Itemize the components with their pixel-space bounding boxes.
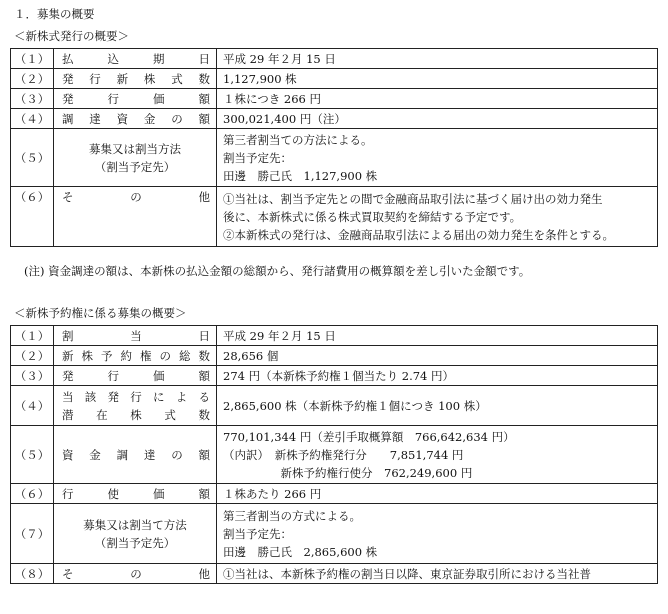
label-char: 株 <box>130 407 142 422</box>
label-char: 額 <box>198 368 210 383</box>
label-char: 発 <box>62 368 74 383</box>
table-row <box>11 484 658 504</box>
row-number: （５） <box>11 426 54 484</box>
row-number: （２） <box>11 346 54 366</box>
label-char: 価 <box>153 91 165 106</box>
table-row <box>11 109 658 129</box>
row-value: １株につき 266 円 <box>217 89 658 109</box>
value-line: 後に、本新株式に係る株式買取契約を締結する予定です。 <box>223 209 522 224</box>
row-label <box>54 49 217 69</box>
label-text <box>54 348 216 364</box>
label-char: 行 <box>89 71 101 86</box>
warrants-table <box>10 325 658 584</box>
label-char: の <box>130 566 142 581</box>
label-char: 式 <box>164 407 176 422</box>
label-char: 株 <box>143 71 156 86</box>
row-number: （６） <box>11 187 54 247</box>
label-char: 日 <box>198 51 210 66</box>
label-char: 行 <box>107 368 119 383</box>
label-char: 当 <box>62 389 74 404</box>
row-label <box>54 129 217 187</box>
label-char: 株 <box>81 348 93 363</box>
label-line: （割当予定先） <box>94 159 176 174</box>
row-label <box>54 504 217 564</box>
label-char: 他 <box>198 566 210 581</box>
label-char: 行 <box>130 389 142 404</box>
label-text <box>54 566 216 582</box>
label-char: 数 <box>198 348 210 363</box>
label-text <box>54 189 216 205</box>
table-row <box>11 426 658 484</box>
row-number: （４） <box>11 109 54 129</box>
row-value: １株あたり 266 円 <box>217 484 658 504</box>
value-line: （内訳） 新株予約権発行分 7,851,744 円 <box>223 447 464 462</box>
label-line <box>54 388 216 406</box>
shares-table <box>10 48 658 247</box>
shares-subtitle: ＜新株式発行の概要＞ <box>14 29 129 43</box>
row-value <box>217 129 658 187</box>
label-text <box>54 111 216 127</box>
label-char: 潜 <box>62 407 74 422</box>
row-number: （１） <box>11 326 54 346</box>
row-number: （３） <box>11 366 54 386</box>
value-line: ①当社は、割当予定先との間で金融商品取引法に基づく届け出の効力発生 <box>223 191 603 206</box>
row-value <box>217 504 658 564</box>
warrants-subtitle: ＜新株予約権に係る募集の概要＞ <box>14 306 187 320</box>
label-char: 資 <box>116 111 129 126</box>
table-row <box>11 129 658 187</box>
table-row <box>11 504 658 564</box>
row-label <box>54 386 217 426</box>
label-char: 行 <box>107 91 119 106</box>
row-label <box>54 326 217 346</box>
label-char: 調 <box>62 111 74 126</box>
label-char: 額 <box>198 91 210 106</box>
label-char: 額 <box>198 447 210 462</box>
label-char: 式 <box>171 71 183 86</box>
label-line: 募集又は割当方法 <box>89 141 181 156</box>
row-value: 1,127,900 株 <box>217 69 658 89</box>
label-char: 使 <box>107 486 119 501</box>
label-char: 数 <box>198 407 210 422</box>
table-row <box>11 366 658 386</box>
row-value <box>217 426 658 484</box>
label-char: 在 <box>96 407 108 422</box>
row-number: （５） <box>11 129 54 187</box>
label-text <box>54 328 216 344</box>
label-text <box>54 71 216 87</box>
row-label <box>54 484 217 504</box>
label-char: に <box>153 389 165 404</box>
value-line: 第三者割当ての方法による。 <box>223 132 373 147</box>
table-row <box>11 346 658 366</box>
label-char: そ <box>62 566 74 581</box>
label-line <box>54 406 216 424</box>
label-char: の <box>130 190 142 204</box>
label-char: 日 <box>198 328 210 343</box>
label-char: 他 <box>198 190 210 204</box>
row-label <box>54 89 217 109</box>
label-char: 予 <box>101 348 113 363</box>
label-char: そ <box>62 190 74 204</box>
row-value <box>217 187 658 247</box>
table-row <box>11 386 658 426</box>
label-text <box>54 447 216 463</box>
label-line: （割当予定先） <box>94 535 176 550</box>
label-text <box>54 486 216 502</box>
value-line: ②本新株式の発行は、金融商品取引法による届出の効力発生を条件とする。 <box>223 227 614 242</box>
row-number: （２） <box>11 69 54 89</box>
section-heading: １．募集の概要 <box>14 7 95 21</box>
table-row <box>11 89 658 109</box>
row-label <box>54 426 217 484</box>
label-char: 価 <box>153 486 165 501</box>
row-label <box>54 187 217 247</box>
label-char: よ <box>175 389 188 404</box>
label-char: 価 <box>153 368 165 383</box>
label-char: 数 <box>198 71 210 86</box>
label-char: の <box>171 111 183 126</box>
label-char: 行 <box>62 486 74 501</box>
row-value: 300,021,400 円（注） <box>217 109 658 129</box>
value-line: 田邊 勝己氏 1,127,900 株 <box>223 168 378 183</box>
label-char: 発 <box>62 91 74 106</box>
table-row <box>11 564 658 584</box>
table-row <box>11 187 658 247</box>
row-label <box>54 69 217 89</box>
label-text <box>54 51 216 67</box>
footnote: (注) 資金調達の額は、本新株の払込金額の総額から、発行諸費用の概算額を差し引いた金額です。 <box>24 264 531 278</box>
row-value: 平成 29 年２月 15 日 <box>217 326 658 346</box>
label-char: 該 <box>84 389 97 404</box>
label-char: 金 <box>143 111 156 126</box>
label-char: 発 <box>107 389 119 404</box>
row-number: （８） <box>11 564 54 584</box>
row-label <box>54 564 217 584</box>
value-line: 770,101,344 円（差引手取概算額 766,642,634 円） <box>223 429 515 444</box>
label-char: 調 <box>116 447 129 462</box>
label-char: 権 <box>140 348 152 363</box>
label-char: 込 <box>107 51 119 66</box>
row-label <box>54 366 217 386</box>
row-value: 平成 29 年２月 15 日 <box>217 49 658 69</box>
label-line: 募集又は割当て方法 <box>83 517 187 532</box>
row-value: ①当社は、本新株予約権の割当日以降、東京証券取引所における当社普 <box>217 564 658 584</box>
row-value: 2,865,600 株（本新株予約権１個につき 100 株） <box>217 386 658 426</box>
label-char: 金 <box>89 447 101 462</box>
value-line: 割当予定先： <box>223 150 292 165</box>
label-char: 額 <box>198 486 210 501</box>
label-char: 期 <box>153 51 165 66</box>
row-number: （３） <box>11 89 54 109</box>
value-line: 田邊 勝己氏 2,865,600 株 <box>223 544 378 559</box>
label-char: 割 <box>62 328 74 343</box>
label-char: の <box>159 348 171 363</box>
row-label <box>54 346 217 366</box>
label-char: 払 <box>62 51 74 66</box>
label-char: 達 <box>143 447 156 462</box>
table-row <box>11 49 658 69</box>
label-char: 達 <box>89 111 101 126</box>
value-line: 新株予約権行使分 762,249,600 円 <box>223 465 473 480</box>
value-line: 割当予定先： <box>223 526 292 541</box>
label-text <box>54 91 216 107</box>
label-char: 額 <box>198 111 210 126</box>
row-value: 274 円（本新株予約権１個当たり 2.74 円） <box>217 366 658 386</box>
label-char: 発 <box>62 71 74 86</box>
row-value: 28,656 個 <box>217 346 658 366</box>
row-number: （１） <box>11 49 54 69</box>
label-char: 総 <box>179 348 191 363</box>
label-char: 当 <box>130 328 142 343</box>
row-label <box>54 109 217 129</box>
value-line: 第三者割当の方式による。 <box>223 508 361 523</box>
label-text <box>54 368 216 384</box>
label-char: 新 <box>62 348 74 363</box>
table-row <box>11 326 658 346</box>
label-char: 新 <box>116 71 129 86</box>
label-char: 約 <box>120 348 132 363</box>
label-char: る <box>198 389 210 404</box>
label-char: 資 <box>62 447 74 462</box>
row-number: （４） <box>11 386 54 426</box>
row-number: （７） <box>11 504 54 564</box>
table-row <box>11 69 658 89</box>
label-char: の <box>171 447 183 462</box>
row-number: （６） <box>11 484 54 504</box>
